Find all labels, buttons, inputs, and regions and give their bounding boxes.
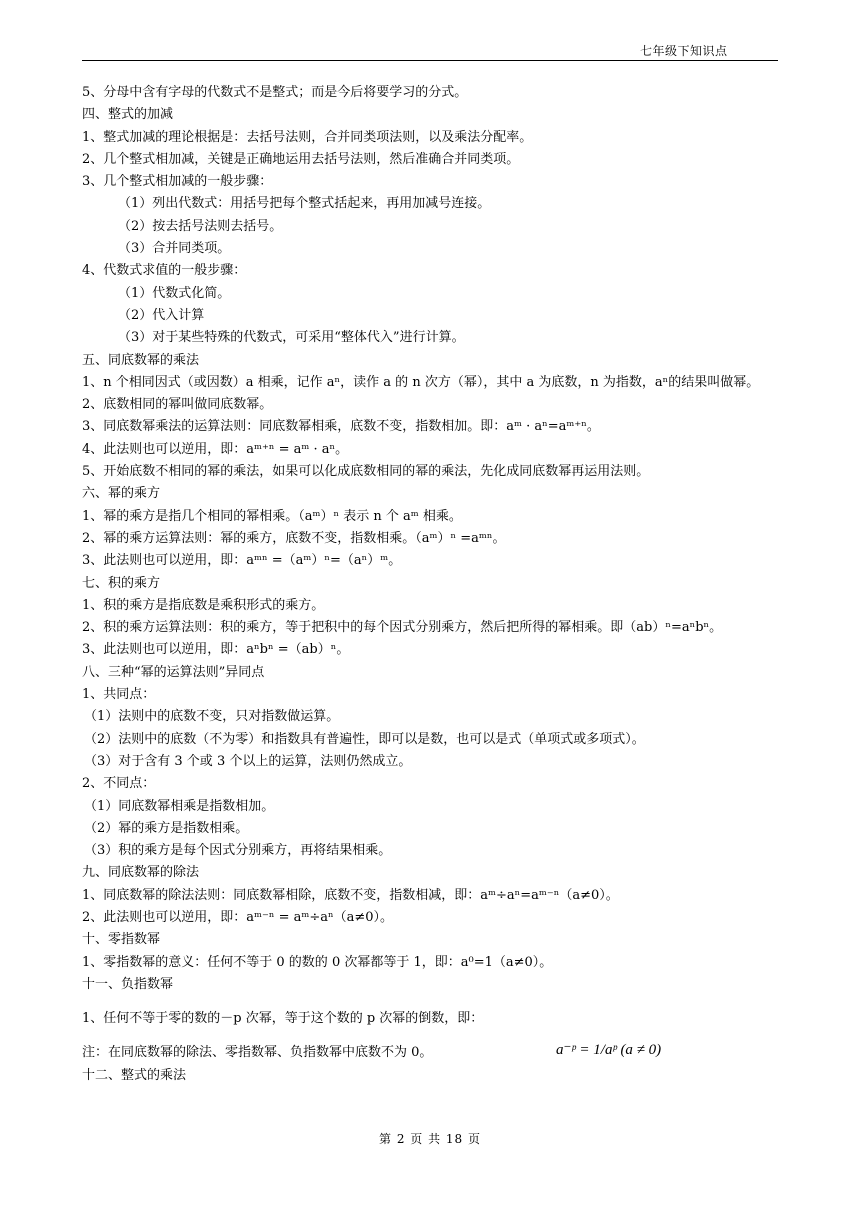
text-line: （1）代数式化简。 [118, 285, 231, 301]
text-line: 2、此法则也可以逆用，即：aᵐ⁻ⁿ = aᵐ÷aⁿ（a≠0）。 [82, 909, 394, 925]
text-line: 3、此法则也可以逆用，即：aᵐⁿ =（aᵐ）ⁿ=（aⁿ）ᵐ。 [82, 553, 402, 569]
text-line: （1）列出代数式：用括号把每个整式括起来，再用加减号连接。 [118, 196, 491, 212]
text-line: （1）法则中的底数不变，只对指数做运算。 [84, 709, 340, 725]
text-line: 5、分母中含有字母的代数式不是整式；而是今后将要学习的分式。 [82, 85, 468, 100]
section-heading: 五、同底数幂的乘法 [82, 352, 200, 368]
text-line: 2、不同点： [82, 776, 156, 792]
section-heading: 四、整式的加减 [82, 107, 174, 123]
page-header-title: 七年级下知识点 [640, 44, 728, 58]
text-line: （3）对于含有 3 个或 3 个以上的运算，法则仍然成立。 [84, 753, 412, 769]
text-line: 1、幂的乘方是指几个相同的幂相乘。（aᵐ）ⁿ 表示 n 个 aᵐ 相乘。 [82, 508, 462, 524]
text-line: （3）合并同类项。 [118, 241, 231, 257]
text-line: 3、几个整式相加减的一般步骤： [82, 174, 273, 190]
text-line: 1、共同点： [82, 687, 156, 703]
text-line: 2、幂的乘方运算法则：幂的乘方，底数不变，指数相乘。（aᵐ）ⁿ =aᵐⁿ。 [82, 530, 506, 546]
text-line: 1、任何不等于零的数的－p 次幂，等于这个数的 p 次幂的倒数，即： [82, 1011, 484, 1027]
text-line: 4、代数式求值的一般步骤： [82, 263, 247, 279]
text-line: （2）法则中的底数（不为零）和指数具有普遍性，即可以是数，也可以是式（单项式或多项式）。 [84, 731, 645, 747]
section-heading: 七、积的乘方 [82, 575, 161, 591]
document-body [82, 82, 782, 1087]
text-line: 1、积的乘方是指底数是乘积形式的乘方。 [82, 597, 325, 613]
text-line: （3）积的乘方是每个因式分别乘方，再将结果相乘。 [84, 843, 392, 859]
section-heading: 十二、整式的乘法 [82, 1067, 187, 1083]
text-line: （2）代入计算 [118, 307, 205, 323]
section-heading: 六、幂的乘方 [82, 486, 161, 502]
section-heading: 十、零指数幂 [82, 932, 161, 948]
section-heading: 九、同底数幂的除法 [82, 865, 200, 881]
note-line: 注：在同底数幂的除法、零指数幂、负指数幂中底数不为 0。 [82, 1045, 433, 1061]
text-line: 4、此法则也可以逆用，即：aᵐ⁺ⁿ = aᵐ · aⁿ。 [82, 441, 349, 457]
text-line: 2、几个整式相加减，关键是正确地运用去括号法则，然后准确合并同类项。 [82, 151, 520, 167]
negative-exponent-formula: a⁻ᵖ = 1/aᵖ (a ≠ 0) [556, 1042, 662, 1058]
text-line: 1、整式加减的理论根据是：去括号法则，合并同类项法则，以及乘法分配率。 [82, 129, 533, 145]
header-rule [82, 60, 778, 61]
section-heading: 十一、负指数幂 [82, 976, 174, 992]
text-line: （3）对于某些特殊的代数式，可采用“整体代入”进行计算。 [118, 330, 465, 346]
page-footer: 第 2 页 共 18 页 [379, 1132, 481, 1146]
text-line: 5、开始底数不相同的幂的乘法，如果可以化成底数相同的幂的乘法，先化成同底数幂再运用法则。 [82, 464, 650, 480]
section-heading: 八、三种“幂的运算法则”异同点 [82, 664, 265, 680]
text-line: （1）同底数幂相乘是指数相加。 [84, 798, 275, 814]
text-line: 1、零指数幂的意义：任何不等于 0 的数的 0 次幂都等于 1，即：a⁰=1（a≠0）。 [82, 954, 553, 970]
text-line: 2、底数相同的幂叫做同底数幂。 [82, 397, 273, 413]
text-line: 2、积的乘方运算法则：积的乘方，等于把积中的每个因式分别乘方，然后把所得的幂相乘。即（ab）ⁿ=aⁿbⁿ。 [82, 620, 723, 636]
text-line: 1、同底数幂的除法法则：同底数幂相除，底数不变，指数相减，即：aᵐ÷aⁿ=aᵐ⁻ⁿ（a≠0）。 [82, 887, 619, 903]
text-line: （2）幂的乘方是指数相乘。 [84, 820, 249, 836]
text-line: 1、n 个相同因式（或因数）a 相乘，记作 aⁿ，读作 a 的 n 次方（幂），其中 a 为底数，n 为指数，aⁿ的结果叫做幂。 [82, 374, 760, 390]
text-line: （2）按去括号法则去括号。 [118, 218, 283, 234]
text-line: 3、此法则也可以逆用，即：aⁿbⁿ =（ab）ⁿ。 [82, 642, 350, 658]
text-line: 3、同底数幂乘法的运算法则：同底数幂相乘，底数不变，指数相加。即：aᵐ · aⁿ=aᵐ⁺ⁿ。 [82, 419, 600, 435]
